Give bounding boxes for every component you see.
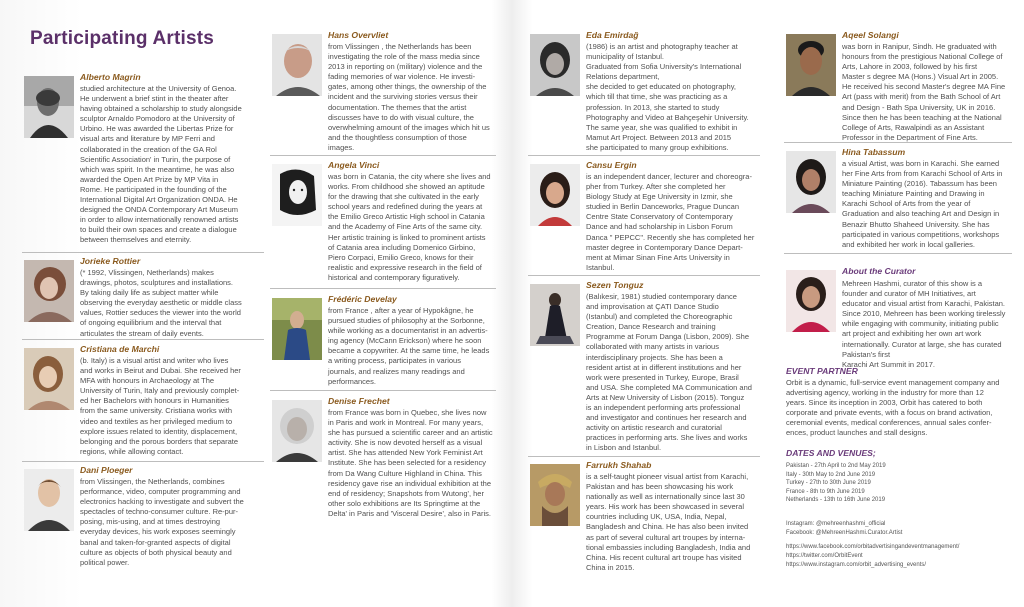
artist-name: Farrukh Shahab xyxy=(586,460,652,470)
artist-photo-denise-frechet xyxy=(272,400,322,462)
divider xyxy=(270,390,496,391)
artist-photo-angela-vinci xyxy=(272,164,322,226)
artist-name: Eda Emirdağ xyxy=(586,30,639,40)
artist-entry-alberto-magrin xyxy=(24,72,264,252)
artist-name: Cristiana de Marchi xyxy=(80,344,160,354)
divider xyxy=(22,461,264,462)
artist-entry-hina-tabassum xyxy=(786,147,1011,251)
artist-name: Cansu Ergin xyxy=(586,160,637,170)
curator-heading: About the Curator xyxy=(842,266,916,276)
portrait-icon xyxy=(530,284,580,346)
artist-entry-farrukh-shahab xyxy=(530,460,760,572)
artist-bio: is a self-taught pioneer visual artist from Karachi, Pakistan and has been showcasing his work nationally as well as internationally since last 30 years. His work has been showcased in several countries including UK, USA, India, Nepal, Bangladesh and China. He has also been invited as part of several cultural art troupes by interna- tional embassies including Bangladesh, India and China. His recent cultural art troupe has visited China in 2015. xyxy=(586,472,751,572)
instagram-link[interactable]: https://www.instagram.com/orbit_advertising_events/ xyxy=(786,562,927,568)
divider xyxy=(270,155,496,156)
artist-photo-eda-emirdag xyxy=(530,34,580,96)
artist-photo-cansu-ergin xyxy=(530,164,580,226)
portrait-icon xyxy=(272,34,322,96)
divider xyxy=(22,252,264,253)
venues-list xyxy=(786,462,1016,505)
divider xyxy=(528,275,760,276)
artist-photo-dani-ploeger xyxy=(24,469,74,531)
venue-line: France - 8th to 9th June 2019 xyxy=(786,488,865,495)
artist-entry-denise-frechet xyxy=(272,396,497,524)
portrait-icon xyxy=(24,260,74,322)
artist-entry-angela-vinci xyxy=(272,160,497,288)
artist-photo-cristiana-de-marchi xyxy=(24,348,74,410)
artist-bio: studied architecture at the University of Genoa. He underwent a brief stint in the theater after having obtained a scholarship to study alongside sculptor Arnaldo Pomodoro at the University of Urbino. He was awarded the Libertas Prize for visual arts and literature by MP Ferri and collaborated in the creation of the GA Rol Scientific Association' in Turin, the purpose of which was spirit. In the meantime, he was also awarded the Open Art Prize by MP Vita in Rome. He participated in the founding of the International Digital Art Organization ONDA. He designed the ONDA Contemporary Art Museum in order to allow internationally renowned artists to build their own spaces and create a dialogue between themselves and eternity. xyxy=(80,84,242,245)
portrait-icon xyxy=(530,464,580,526)
artist-name: Aqeel Solangi xyxy=(842,30,899,40)
curator-bio: Mehreen Hashmi, curator of this show is a founder and curator of MH Initiatives, art educator and visual artist from Karachi, Pakistan. Since 2010, Mehreen has been working tirelessly while engaging with community, initiating public art project and exhibiting her own art work internationally. Curator at large, she has curated Pakistan's first Karachi Art Summit in 2017. xyxy=(842,279,1006,369)
divider xyxy=(22,339,264,340)
artist-photo-jorieke-rottier xyxy=(24,260,74,322)
portrait-icon xyxy=(530,164,580,226)
artist-bio: from Vlissingen , the Netherlands has been investigating the role of the mass media since 2013 in reporting on (military) violence and the fading memories of war violence. He investi- gates, among other things, the ownership of the incident and the surviving stories versus their documentation. The themes that the artist discusses have to do with visual culture, the overwhelming amount of the images which hit us and the thoughtless consumption of those images. xyxy=(328,42,490,152)
artist-bio: (1986) is an artist and photography teacher at municipality of Istanbul. Graduated from Sofia University's International Relations department, she decided to get educated on photography, which till that time, she was practicing as a profession. In 2013, she started to study Photography and Video at Bahçeşehir University. The same year, she was qualified to exhibit in Mamut Art Project. Between 2013 and 2015 she participated to many group exhibitions. xyxy=(586,42,749,152)
portrait-icon xyxy=(272,164,322,226)
venue-line: Turkey - 27th to 30th June 2019 xyxy=(786,480,871,487)
artist-name: Angela Vinci xyxy=(328,160,380,170)
artist-name: Frédéric Develay xyxy=(328,294,397,304)
artist-photo-hans-overvliet xyxy=(272,34,322,96)
artist-photo-aqeel-solangi xyxy=(786,34,836,96)
venue-line: Italy - 30th May to 2nd June 2019 xyxy=(786,471,876,478)
artist-name: Alberto Magrin xyxy=(80,72,141,82)
artist-name: Hina Tabassum xyxy=(842,147,906,157)
artist-photo-frederic-develay xyxy=(272,298,322,360)
portrait-icon xyxy=(786,34,836,96)
divider xyxy=(528,155,760,156)
curator-photo xyxy=(786,270,836,332)
portrait-icon xyxy=(24,76,74,138)
divider xyxy=(784,253,1012,254)
divider xyxy=(528,456,760,457)
venue-line: Netherlands - 13th to 16th June 2019 xyxy=(786,497,886,504)
artist-bio: from France was born in Quebec, she lives now in Paris and work in Montreal. For many years, she has pursued a scientific career and an artistic activity. She is now devoted herself as a visual artist. She has attended New York Feminist Art Institute. She has been selected for a residency from Da Wang Culture Highland in China. This residency gave rise an individual exhibition at the end of residency; Snapshots from Wutong', her other solo exhibitions are Its Springtime at the Delta' in Paris and 'Visceral Desire', also in Paris. xyxy=(328,408,493,518)
facebook-handle[interactable]: Facebook: @MehreenHashmi.Curator.Artist xyxy=(786,530,903,536)
portrait-icon xyxy=(272,298,322,360)
event-partner-bio: Orbit is a dynamic, full-service event management company and advertising agency, working in the industry for more than 12 years. Since its inception in 2003, Orbit has catered to both corporate and private events, with a focus on brand activation, ceremonial events, medical conferences, annual sales confer- ences, product launches and stall designs. xyxy=(786,378,1000,438)
divider xyxy=(784,142,1012,143)
artist-photo-alberto-magrin xyxy=(24,76,74,138)
divider xyxy=(270,288,496,289)
artist-entry-sezen-tonguz xyxy=(530,280,760,452)
artist-bio: (* 1992, Vlissingen, Netherlands) makes drawings, photos, sculptures and installations. By taking daily life as subject matter while observing the everyday aesthetic or middle class values, Rottier seduces the viewer into the world of ongoing equilibrium and the interval that articulates the stream of daily events. xyxy=(80,268,242,338)
artist-entry-cristiana-de-marchi xyxy=(24,344,264,462)
twitter-link[interactable]: https://twitter.com/OrbitEvent xyxy=(786,553,863,559)
venues-heading: DATES AND VENUES; xyxy=(786,448,876,458)
artist-entry-aqeel-solangi xyxy=(786,30,1011,142)
artist-bio: is an independent dancer, lecturer and choreogra- pher from Turkey. After she completed her Biology Study at Ege University in Izmir, she studied in Berlin Danceworks, Prague Duncan Centre State Conservatory of Contemporary Dance and had scholarship in Lisbon Forum Danca " PEPCC". Recently she has completed her master degree in Contemporary Dance Depart- ment at Mimar Sinan Fine Arts University in Istanbul. xyxy=(586,172,755,272)
instagram-handle[interactable]: Instagram: @mehreenhashmi_official xyxy=(786,521,886,527)
artist-bio: (b. Italy) is a visual artist and writer who lives and works in Beirut and Dubai. She received her MFA with honours in Archaeology at The University of Turin, Italy and previously complet- ed her Bachelors with honours in Humanities from the same university. Cristiana works with video and textiles as her privileged medium to explore issues related to identity, displacement, belonging and the porous borders that separate regions, while allowing contact. xyxy=(80,356,241,456)
facebook-link[interactable]: https://www.facebook.com/orbitadvertisingandeventmanagement/ xyxy=(786,544,960,550)
venue-line: Pakistan - 27th April to 2nd May 2019 xyxy=(786,463,886,469)
page-title: Participating Artists xyxy=(30,28,215,49)
artist-bio: was born in Catania, the city where she lives and works. From childhood she showed an aptitude for the drawing that she cultivated in the early school years and redefined during the years at the Emilio Greco Artistic High school in Catania and the Academy of Fine Arts of the same city. Her artistic training is linked to prominent artists of Catania area including Domenico Girbino, Piero Corpaci, Emilio Greco, knows for their realistic and expressive research in the field of historical and contemporary figuratively. xyxy=(328,172,491,282)
portrait-icon xyxy=(272,400,322,462)
artist-bio: from Vlissingen, the Netherlands, combines performance, video, computer programming and electronics hacking to investigate and subvert the spectacles of techno-consumer culture. Re-pur- posing, mis-using, and at times destroying everyday devices, his work exposes seemingly banal and taken-for-granted aspects of digital culture as objects of both physical beauty and political power. xyxy=(80,477,244,567)
artist-bio: from France , after a year of Hypokâgne, he pursued studies of philosophy at the Sorbonne, while working as a documentarist in an advertis- ing agency (McCann Erickson) where he soon became a copywriter. At the same time, he leads a writing process, participates in various journals, and realizes many readings and performances. xyxy=(328,306,490,386)
artist-entry-dani-ploeger xyxy=(24,465,264,565)
artist-name: Dani Ploeger xyxy=(80,465,133,475)
artist-entry-eda-emirdag xyxy=(530,30,760,154)
artist-bio: (Balıkesir, 1981) studied contemporary dance and improvisation at ÇATI Dance Studio (Istanbul) and completed the Choreographic Creation, Dance Research and training Programme at Forum Danga (Lisbon, 2009). She collaborated with many artists in various interdisciplinary projects. She has been a resident artist at in different institutions and her work were presented in Turkey, Europe, Brasil and USA. She completed MA Communication and Arts at New University of Lisbon (2015). Tonguz is an independent performing arts professional and investigator and continues her research and activity on artistic research and curatorial practices in performing arts. She lives and works in Lisbon and Istanbul. xyxy=(586,292,752,453)
portrait-icon xyxy=(24,469,74,531)
artist-name: Hans Overvliet xyxy=(328,30,389,40)
artist-photo-sezen-tonguz xyxy=(530,284,580,346)
portrait-icon xyxy=(786,270,836,332)
artist-name: Sezen Tonguz xyxy=(586,280,644,290)
artist-entry-jorieke-rottier xyxy=(24,256,264,336)
artist-entry-frederic-develay xyxy=(272,294,497,392)
artist-name: Jorieke Rottier xyxy=(80,256,141,266)
artist-photo-hina-tabassum xyxy=(786,151,836,213)
artist-entry-hans-overvliet xyxy=(272,30,497,154)
artist-bio: was born in Ranipur, Sindh. He graduated with honours from the prestigious National College of Arts, Lahore in 2003, followed by his first Master s degree MA (Hons.) Visual Art in 2005. He received his second Master's degree MA Fine Art (pass with merit) from the Bath School of Art and Design - Bath Spa University, UK in 2016. Since then he has been teaching at the National College of Arts, Rawalpindi as an Assistant Professor in the Department of Fine Arts. xyxy=(842,42,1006,142)
artist-name: Denise Frechet xyxy=(328,396,390,406)
artist-bio: a visual Artist, was born in Karachi. She earned her Fine Arts from from Karachi School of Arts in Miniature Painting (2016). Tabassum has been teaching Miniature Painting and Drawing in Karachi School of Arts from the year of Graduation and also teaching Art and Design in Benazir Bhutto Shaheed University. She has participated in various competitions, workshops and exhibited her work in local galleries. xyxy=(842,159,1003,249)
portrait-icon xyxy=(786,151,836,213)
portrait-icon xyxy=(530,34,580,96)
artist-entry-cansu-ergin xyxy=(530,160,760,272)
artist-photo-farrukh-shahab xyxy=(530,464,580,526)
portrait-icon xyxy=(24,348,74,410)
event-partner-heading: EVENT PARTNER xyxy=(786,366,858,376)
